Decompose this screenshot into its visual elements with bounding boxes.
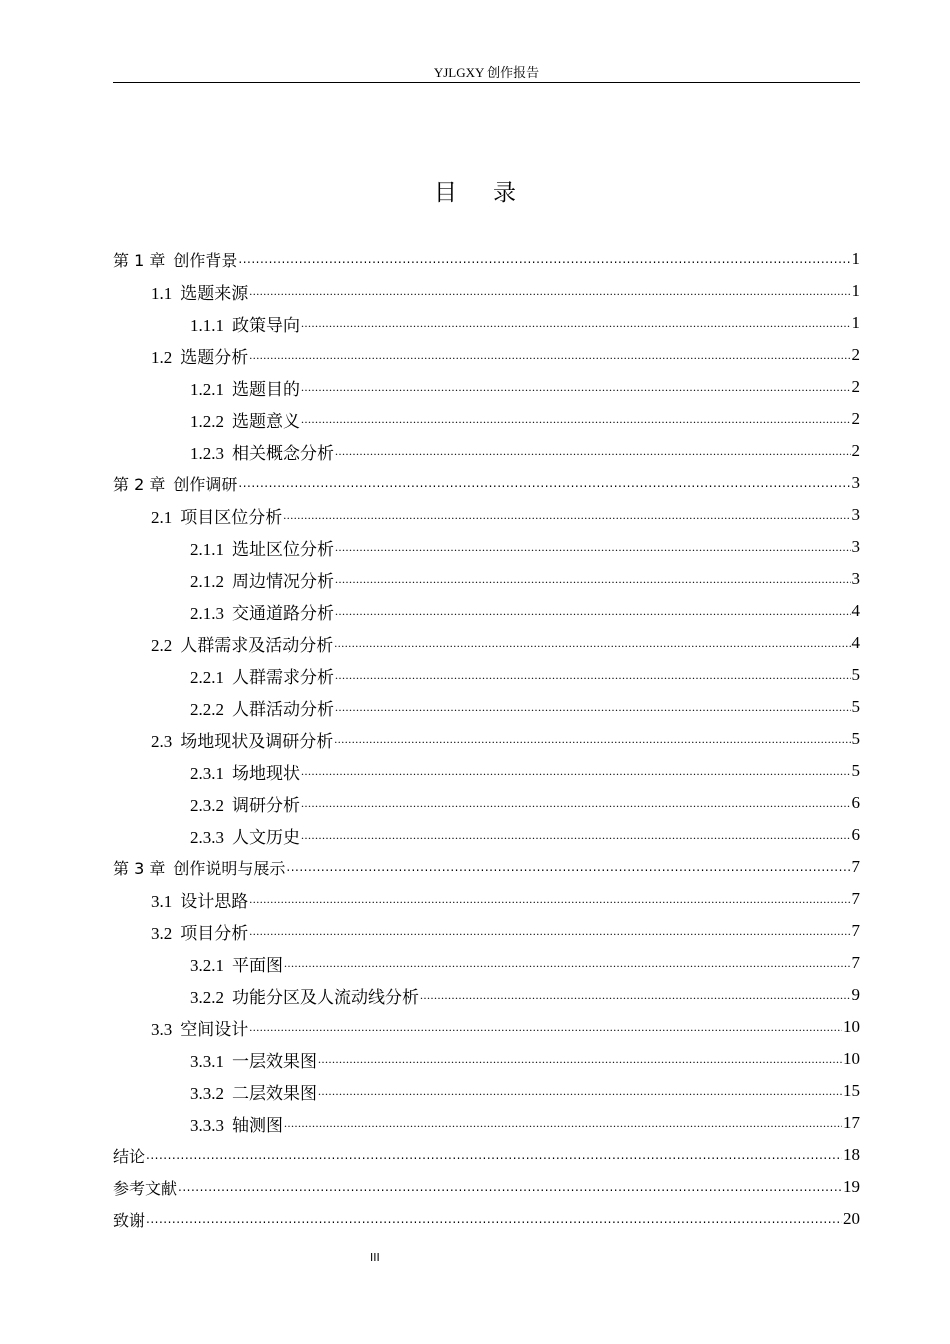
toc-entry-page: 5 (851, 697, 860, 716)
toc-entry[interactable] (113, 403, 860, 435)
toc-entry[interactable] (113, 339, 860, 371)
toc-entry-label (190, 439, 334, 464)
toc-leader-dots (283, 508, 850, 523)
toc-entry-page: 1 (851, 313, 860, 332)
toc-entry-label (113, 248, 237, 271)
toc-entry-page: 7 (851, 953, 860, 972)
toc-entry-label (151, 631, 333, 656)
toc-entry[interactable] (113, 467, 860, 499)
toc-title: 目录 (434, 180, 552, 205)
toc-entry-text: 人群活动分析 (232, 699, 334, 719)
toc-entry-number: 1.2.2 (190, 411, 224, 431)
toc-entry-label (190, 951, 283, 976)
toc-leader-dots (301, 316, 851, 331)
toc-leader-dots (146, 1148, 842, 1162)
toc-entry-text: 创作背景 (173, 250, 238, 270)
toc-entry-text: 人群需求及活动分析 (180, 635, 334, 655)
toc-entry-page: 18 (843, 1145, 860, 1164)
toc-leader-dots (335, 540, 851, 555)
toc-entry-label (190, 567, 334, 592)
toc-leader-dots (286, 860, 850, 874)
toc-leader-dots (284, 1116, 842, 1131)
toc-entry[interactable] (113, 1107, 860, 1139)
toc-entry-page: 5 (851, 761, 860, 780)
toc-entry-text: 轴测图 (232, 1115, 283, 1135)
toc-entry-label (151, 919, 248, 944)
toc-entry-number: 2.2.1 (190, 667, 224, 687)
toc-entry-page: 1 (851, 281, 860, 300)
toc-entry[interactable] (113, 915, 860, 947)
toc-entry-page: 20 (843, 1209, 860, 1228)
toc-entry-number: 1.2 (151, 347, 173, 367)
toc-leader-dots (238, 252, 850, 266)
toc-entry-page: 4 (851, 633, 860, 652)
toc-entry-page: 2 (851, 345, 860, 364)
toc-entry[interactable] (113, 723, 860, 755)
toc-entry[interactable] (113, 1011, 860, 1043)
toc-entry-page: 5 (851, 729, 860, 748)
toc-entry[interactable] (113, 563, 860, 595)
toc-entry-page: 3 (851, 537, 860, 556)
toc-entry-number: 2.2 (151, 635, 173, 655)
toc-entry-page: 6 (851, 793, 860, 812)
toc-entry-label (113, 856, 285, 879)
toc-entry[interactable] (113, 755, 860, 787)
toc-entry-number: 1.2.1 (190, 379, 224, 399)
toc-entry-text: 调研分析 (232, 795, 300, 815)
toc-entry-text: 一层效果图 (232, 1051, 317, 1071)
toc-entry-number: 3.3.2 (190, 1083, 224, 1103)
toc-leader-dots (335, 700, 851, 715)
toc-entry[interactable] (113, 435, 860, 467)
toc-entry-page: 3 (851, 473, 860, 492)
toc-leader-dots (335, 444, 851, 459)
toc-entry-text: 周边情况分析 (232, 571, 334, 591)
toc-entry-label (190, 407, 300, 432)
toc-leader-dots (318, 1052, 842, 1067)
toc-entry-text: 交通道路分析 (232, 603, 334, 623)
toc-entry-number: 1.2.3 (190, 443, 224, 463)
toc-entry[interactable] (113, 275, 860, 307)
toc-entry-label (190, 375, 300, 400)
toc-entry-page: 3 (851, 505, 860, 524)
toc-entry-label (190, 1047, 317, 1072)
toc-entry[interactable] (113, 1171, 860, 1203)
toc-entry-label (190, 823, 300, 848)
toc-leader-dots (334, 732, 850, 747)
page-header: YJLGXY 创作报告 (433, 65, 540, 80)
toc-entry-label (190, 695, 334, 720)
toc-entry-text: 选题意义 (232, 411, 300, 431)
toc-entry-page: 6 (851, 825, 860, 844)
toc-entry-text: 场地现状及调研分析 (180, 731, 334, 751)
toc-entry[interactable] (113, 1203, 860, 1235)
toc-entry-label (190, 1079, 317, 1104)
toc-entry-text: 创作说明与展示 (173, 858, 286, 878)
toc-entry-text: 项目区位分析 (180, 507, 283, 527)
toc-entry-text: 选题分析 (180, 347, 249, 367)
toc-entry-text: 创作调研 (173, 474, 238, 494)
toc-entry-label (190, 599, 334, 624)
toc-entry-label (151, 279, 248, 304)
toc-entry-text: 相关概念分析 (232, 443, 334, 463)
toc-leader-dots (420, 988, 851, 1003)
toc-entry[interactable] (113, 371, 860, 403)
toc-entry-label (113, 1144, 145, 1167)
toc-entry-page: 7 (851, 889, 860, 908)
toc-leader-dots (335, 572, 851, 587)
toc-leader-dots (318, 1084, 842, 1099)
toc-entry-number: 1.1.1 (190, 315, 224, 335)
table-of-contents (113, 243, 860, 1235)
toc-entry-number: 3.2 (151, 923, 173, 943)
toc-leader-dots (238, 476, 850, 490)
toc-entry[interactable] (113, 531, 860, 563)
toc-leader-dots (301, 828, 851, 843)
toc-entry-number: 2.3.1 (190, 763, 224, 783)
toc-entry-number: 3.3 (151, 1019, 173, 1039)
toc-entry-text: 平面图 (232, 955, 283, 975)
header-divider (113, 82, 860, 83)
toc-entry[interactable] (113, 691, 860, 723)
toc-entry-page: 2 (851, 377, 860, 396)
toc-leader-dots (301, 412, 851, 427)
toc-leader-dots (249, 892, 850, 907)
toc-leader-dots (301, 796, 851, 811)
toc-entry-page: 19 (843, 1177, 860, 1196)
toc-leader-dots (249, 1020, 842, 1035)
toc-entry[interactable] (113, 851, 860, 883)
toc-entry-number: 2.2.2 (190, 699, 224, 719)
toc-entry[interactable] (113, 1043, 860, 1075)
toc-leader-dots (284, 956, 851, 971)
toc-entry[interactable] (113, 819, 860, 851)
toc-entry-page: 2 (851, 441, 860, 460)
toc-entry-text: 选题来源 (180, 283, 249, 303)
toc-entry[interactable] (113, 947, 860, 979)
toc-entry[interactable] (113, 787, 860, 819)
toc-entry-label (190, 663, 334, 688)
toc-entry-label (151, 503, 282, 528)
toc-entry-number: 3.1 (151, 891, 173, 911)
toc-entry[interactable] (113, 243, 860, 275)
toc-entry[interactable] (113, 883, 860, 915)
toc-leader-dots (301, 764, 851, 779)
toc-entry-number: 3.2.1 (190, 955, 224, 975)
toc-entry-label (151, 1015, 248, 1040)
toc-entry[interactable] (113, 499, 860, 531)
toc-entry-number: 第 3 章 (113, 858, 166, 878)
toc-leader-dots (335, 604, 851, 619)
toc-entry-label (113, 1208, 145, 1231)
toc-entry[interactable] (113, 307, 860, 339)
toc-entry-text: 人群需求分析 (232, 667, 334, 687)
toc-entry-label (190, 759, 300, 784)
toc-entry-text: 结论 (113, 1146, 146, 1166)
toc-entry-text: 项目分析 (180, 923, 249, 943)
toc-leader-dots (249, 924, 850, 939)
toc-entry-text: 选题目的 (232, 379, 300, 399)
toc-entry-page: 1 (851, 249, 860, 268)
toc-leader-dots (178, 1180, 842, 1194)
toc-leader-dots (301, 380, 851, 395)
toc-entry-label (113, 1176, 177, 1199)
toc-entry-text: 参考文献 (113, 1178, 178, 1198)
toc-entry-number: 2.1.2 (190, 571, 224, 591)
toc-entry-text: 设计思路 (180, 891, 249, 911)
toc-leader-dots (334, 636, 850, 651)
toc-leader-dots (249, 284, 850, 299)
toc-entry-page: 3 (851, 569, 860, 588)
toc-entry-text: 选址区位分析 (232, 539, 334, 559)
toc-entry-page: 7 (851, 921, 860, 940)
toc-entry-number: 2.1 (151, 507, 173, 527)
toc-entry-number: 第 2 章 (113, 474, 166, 494)
toc-leader-dots (335, 668, 851, 683)
toc-entry[interactable] (113, 979, 860, 1011)
toc-entry-text: 空间设计 (180, 1019, 249, 1039)
toc-entry-page: 4 (851, 601, 860, 620)
footer-page-number: III (370, 1251, 380, 1264)
toc-entry-number: 3.2.2 (190, 987, 224, 1007)
toc-entry-label (113, 472, 237, 495)
toc-entry-label (190, 983, 419, 1008)
toc-entry-number: 2.1.1 (190, 539, 224, 559)
toc-entry-label (190, 535, 334, 560)
toc-entry-label (190, 1111, 283, 1136)
toc-entry-label (151, 727, 333, 752)
toc-entry-label (151, 887, 248, 912)
toc-entry-text: 人文历史 (232, 827, 300, 847)
toc-entry-label (190, 311, 300, 336)
toc-entry-number: 2.3 (151, 731, 173, 751)
toc-entry-number: 2.1.3 (190, 603, 224, 623)
toc-entry-page: 9 (851, 985, 860, 1004)
toc-entry-label (190, 791, 300, 816)
toc-entry[interactable] (113, 659, 860, 691)
toc-entry-text: 致谢 (113, 1210, 146, 1230)
toc-entry-number: 2.3.3 (190, 827, 224, 847)
toc-entry-text: 功能分区及人流动线分析 (232, 987, 419, 1007)
toc-entry-number: 2.3.2 (190, 795, 224, 815)
toc-entry[interactable] (113, 1075, 860, 1107)
toc-entry-text: 二层效果图 (232, 1083, 317, 1103)
toc-entry-text: 场地现状 (232, 763, 300, 783)
toc-entry-page: 10 (843, 1017, 860, 1036)
toc-entry-page: 17 (843, 1113, 860, 1132)
toc-entry-number: 1.1 (151, 283, 173, 303)
toc-entry-page: 10 (843, 1049, 860, 1068)
toc-entry[interactable] (113, 627, 860, 659)
toc-entry[interactable] (113, 1139, 860, 1171)
toc-entry-label (151, 343, 248, 368)
toc-entry-number: 第 1 章 (113, 250, 166, 270)
toc-entry-page: 7 (851, 857, 860, 876)
toc-entry-page: 2 (851, 409, 860, 428)
toc-entry-text: 政策导向 (232, 315, 300, 335)
toc-entry-number: 3.3.1 (190, 1051, 224, 1071)
toc-entry-number: 3.3.3 (190, 1115, 224, 1135)
toc-entry[interactable] (113, 595, 860, 627)
toc-entry-page: 15 (843, 1081, 860, 1100)
toc-leader-dots (249, 348, 850, 363)
toc-entry-page: 5 (851, 665, 860, 684)
toc-leader-dots (146, 1212, 842, 1226)
